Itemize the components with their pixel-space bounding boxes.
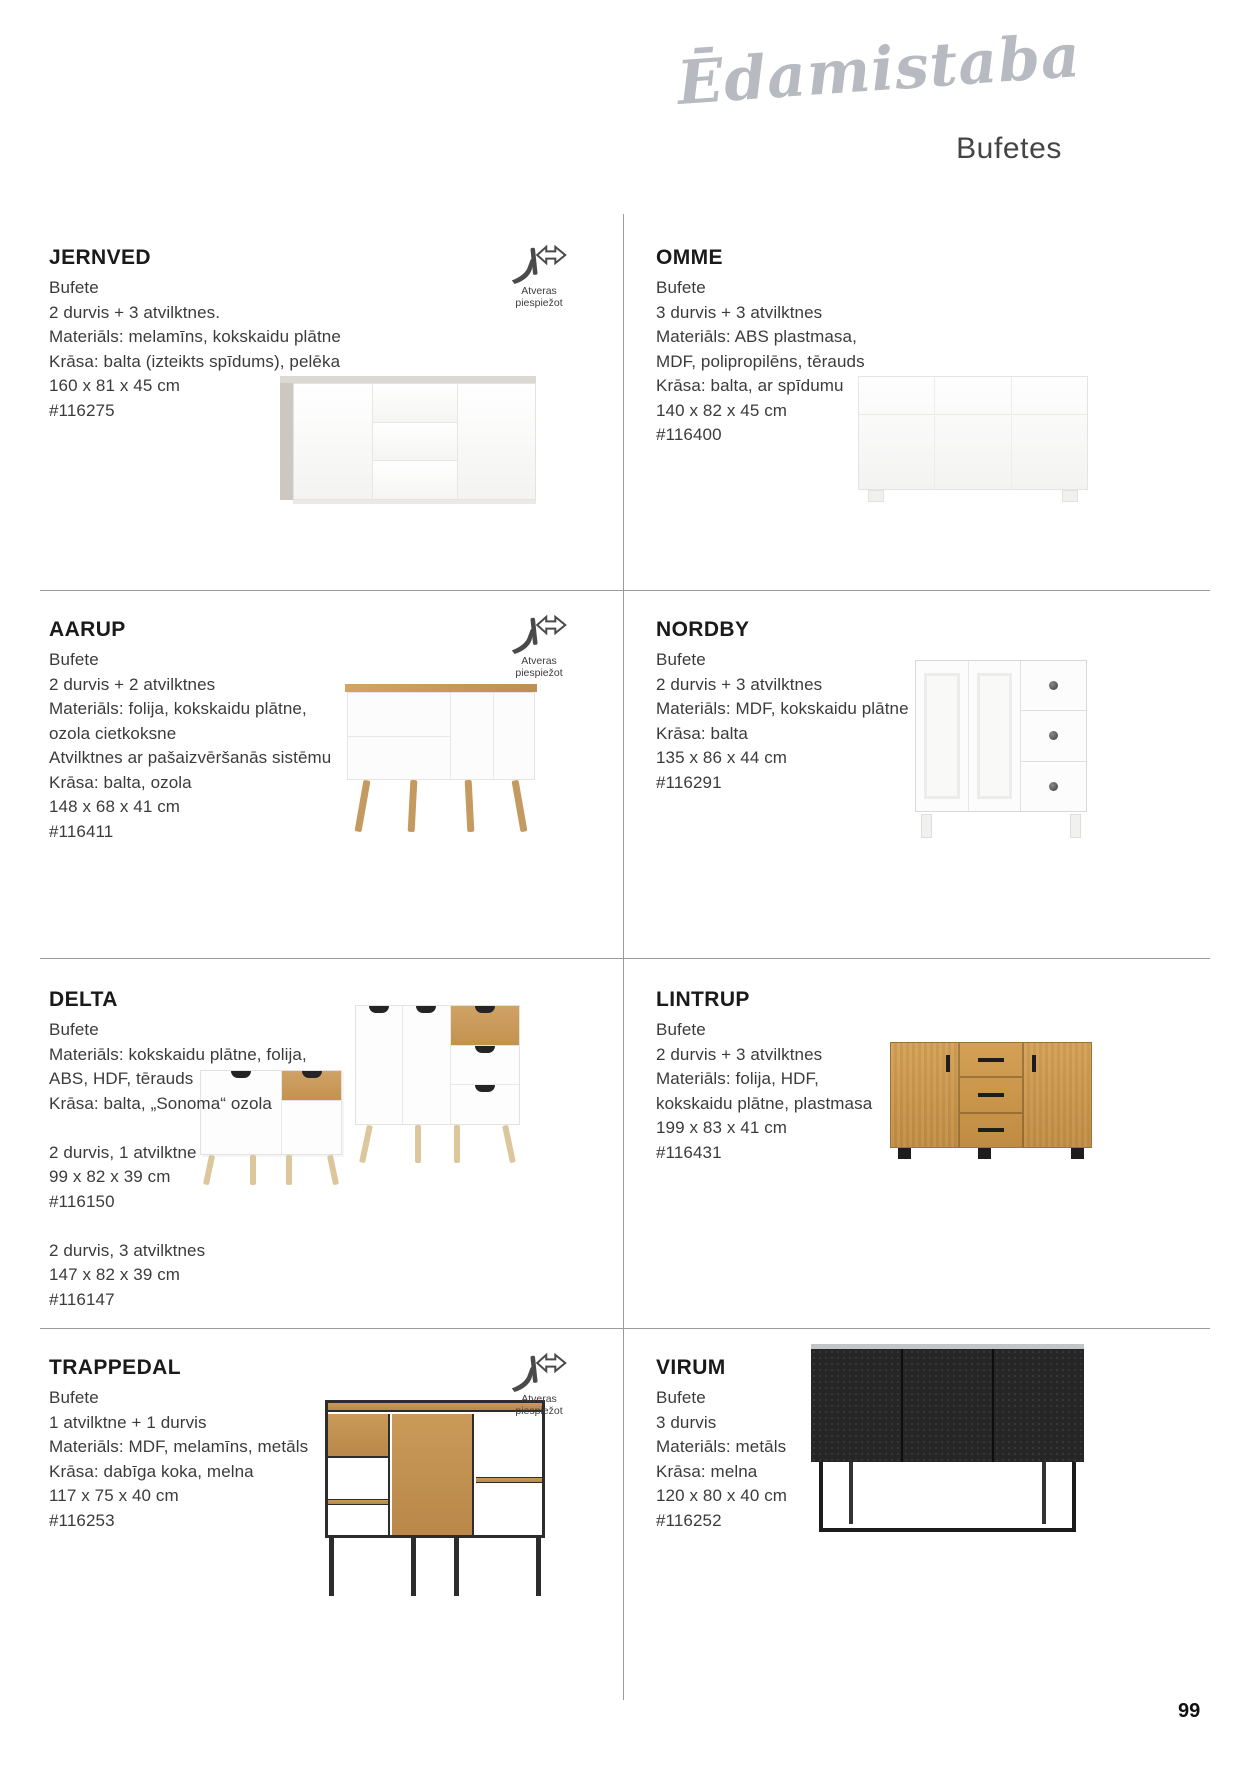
omme-product-image (858, 376, 1088, 502)
trappedal-product-image (325, 1400, 545, 1600)
drawer-handle (978, 1128, 1004, 1132)
drawer-front (328, 1414, 388, 1458)
product-dimensions: 199 x 83 x 41 cm (656, 1118, 788, 1137)
product-material: Materiāls: melamīns, kokskaidu plātne (49, 327, 341, 346)
variant-2-dimensions: 147 x 82 x 39 cm (49, 1265, 181, 1284)
product-article-number: #116431 (656, 1142, 722, 1162)
product-type: Bufete (49, 1020, 99, 1039)
cabinet-leg (502, 1125, 516, 1163)
product-name: NORDBY (656, 618, 750, 641)
product-card-delta (49, 988, 307, 1312)
product-card-lintrup (656, 988, 872, 1165)
delta-large-unit (355, 1005, 520, 1163)
metal-leg (454, 1538, 459, 1596)
product-config: 2 durvis + 3 atvilktnes. (49, 302, 221, 322)
push-open-icon (510, 244, 568, 286)
cabinet-body (355, 1005, 520, 1125)
drawer-front (373, 384, 457, 423)
metal-cabinet-body (811, 1344, 1084, 1462)
cabinet-leg (359, 1125, 373, 1163)
product-article-number: #116275 (49, 400, 115, 420)
cabinet-foot (898, 1148, 911, 1159)
badge-label-line1: Atveras (521, 285, 557, 297)
door-panel (977, 673, 1013, 799)
cabinet-leg (921, 814, 932, 838)
page-number: 99 (1178, 1700, 1201, 1722)
spacer-line (49, 1116, 307, 1141)
cabinet-leg (408, 780, 418, 832)
product-dimensions: 135 x 86 x 44 cm (656, 748, 788, 767)
oak-top (345, 684, 537, 692)
drawer-front (373, 461, 457, 499)
product-dimensions: 120 x 80 x 40 cm (656, 1486, 788, 1505)
cabinet-door (969, 661, 1021, 811)
cabinet-door (403, 1006, 450, 1124)
cabinet-foot (1071, 1148, 1084, 1159)
product-config: 2 durvis + 2 atvilktnes (49, 674, 216, 694)
cabinet-door (356, 1006, 403, 1124)
product-article-number: #116253 (49, 1510, 115, 1530)
drawer-front (960, 1078, 1022, 1113)
shelf-board (476, 1477, 542, 1483)
drawer-front (451, 1085, 519, 1124)
cutout-handle (416, 1006, 436, 1013)
drawer-knob (1049, 782, 1058, 791)
variant-1-config: 2 durvis, 1 atvilktne (49, 1142, 197, 1162)
drawer-knob (1049, 731, 1058, 740)
cabinet-door (1024, 1043, 1091, 1147)
product-article-number: #116291 (656, 772, 722, 792)
nordby-product-image (915, 658, 1087, 838)
section-title: Bufetes (956, 132, 1062, 165)
cabinet-door (458, 384, 536, 499)
cutout-handle (475, 1085, 495, 1092)
product-config: 3 durvis (656, 1412, 717, 1432)
cabinet-door (859, 416, 935, 489)
drawer-stack (451, 1006, 519, 1124)
virum-product-image (805, 1340, 1090, 1540)
cabinet-leg (512, 780, 528, 832)
product-material: Materiāls: MDF, melamīns, metāls (49, 1437, 309, 1456)
drawer-handle (978, 1058, 1004, 1062)
cutout-handle (475, 1006, 495, 1013)
product-material: Materiāls: MDF, kokskaidu plātne (656, 699, 909, 718)
product-name: VIRUM (656, 1356, 726, 1379)
product-material-2: ozola cietkoksne (49, 723, 177, 743)
product-color: Krāsa: balta (izteikts spīdums), pelēka (49, 351, 341, 371)
product-card-virum (656, 1356, 787, 1533)
perforated-door (811, 1349, 903, 1462)
push-open-icon (510, 614, 568, 656)
aarup-product-image (345, 674, 537, 844)
panel-seam (493, 693, 494, 779)
stand-bottom-rail (819, 1528, 1076, 1532)
drawer-stack (372, 384, 458, 499)
cabinet-door (935, 416, 1011, 489)
product-color: Krāsa: balta, „Sonoma“ ozola (49, 1093, 272, 1113)
cabinet-leg (1070, 814, 1081, 838)
product-type: Bufete (49, 1388, 99, 1407)
variant-1-dimensions: 99 x 82 x 39 cm (49, 1167, 171, 1186)
metal-leg (1042, 1462, 1046, 1524)
lintrup-product-image (890, 1042, 1092, 1164)
category-script-title: Ēdamistaba (675, 20, 1083, 120)
product-dimensions: 160 x 81 x 45 cm (49, 376, 181, 395)
product-type: Bufete (49, 278, 99, 297)
door-handle (1032, 1055, 1036, 1072)
cabinet-foot (1062, 490, 1078, 502)
product-type: Bufete (656, 278, 706, 297)
open-shelves (476, 1414, 542, 1535)
door-panel (924, 673, 960, 799)
product-config: 2 durvis + 3 atvilktnes (656, 1044, 823, 1064)
product-type: Bufete (656, 1388, 706, 1407)
cabinet-door (392, 1414, 474, 1535)
door-handle (946, 1055, 950, 1072)
drawer-front (859, 377, 935, 414)
push-open-icon (510, 1352, 568, 1394)
product-dimensions: 117 x 75 x 40 cm (49, 1486, 179, 1505)
push-open-badge-trappedal (498, 1352, 580, 1417)
cutout-handle (369, 1006, 389, 1013)
product-material: Materiāls: metāls (656, 1437, 787, 1456)
product-card-nordby (656, 618, 909, 795)
drawer-stack (960, 1043, 1024, 1147)
cabinet-leg (355, 780, 371, 832)
cabinet-leg (454, 1125, 460, 1163)
metal-leg (849, 1462, 853, 1524)
perforated-door (994, 1349, 1084, 1462)
push-open-badge-aarup (498, 614, 580, 679)
drawer-stack (1021, 661, 1086, 811)
product-color: Krāsa: dabīga koka, melna (49, 1461, 254, 1481)
badge-label-line1: Atveras (521, 1393, 557, 1405)
variant-1-article-number: #116150 (49, 1191, 115, 1211)
product-material: Materiāls: kokskaidu plātne, folija, (49, 1044, 307, 1064)
row-divider (40, 590, 1210, 591)
shelf-board (328, 1499, 388, 1505)
product-card-aarup (49, 618, 331, 844)
door-section (916, 661, 1021, 811)
cabinet-base (293, 500, 536, 504)
product-name: OMME (656, 246, 723, 269)
spacer-line (49, 1214, 307, 1239)
badge-label-line2: piespiežot (515, 296, 563, 309)
row-divider (40, 1328, 1210, 1329)
metal-leg (1072, 1462, 1076, 1532)
cabinet-foot (868, 490, 884, 502)
product-type: Bufete (49, 650, 99, 669)
cabinet-body (347, 692, 535, 780)
cabinet-door (891, 1043, 960, 1147)
drawer-front (960, 1114, 1022, 1147)
cabinet-body (890, 1042, 1092, 1148)
drawer-handle (978, 1093, 1004, 1097)
product-name: JERNVED (49, 246, 151, 269)
drawer-seam (348, 736, 450, 737)
product-material: Materiāls: folija, kokskaidu plātne, (49, 699, 307, 718)
drawer-front (960, 1043, 1022, 1078)
oak-drawer-front (451, 1006, 519, 1046)
cabinet-leg (465, 780, 475, 832)
product-config: 3 durvis + 3 atvilktnes (656, 302, 823, 322)
product-material: Materiāls: ABS plastmasa, (656, 327, 857, 346)
product-type: Bufete (656, 1020, 706, 1039)
product-dimensions: 148 x 68 x 41 cm (49, 797, 181, 816)
product-article-number: #116400 (656, 425, 722, 444)
cabinet-leg (415, 1125, 421, 1163)
product-feature: Atvilktnes ar pašaizvēršanās sistēmu (49, 748, 332, 767)
left-column (328, 1414, 390, 1535)
product-material-2: MDF, polipropilēns, tērauds (656, 351, 865, 371)
badge-label-line2: piespiežot (515, 1404, 563, 1417)
product-material: Materiāls: folija, HDF, (656, 1069, 819, 1088)
cabinet-door (1012, 416, 1087, 489)
product-material-2: ABS, HDF, tērauds (49, 1069, 194, 1088)
product-card-omme (656, 246, 865, 448)
cabinet-body (915, 660, 1087, 812)
drawer-knob (1049, 681, 1058, 690)
drawer-front (451, 1046, 519, 1086)
metal-leg (329, 1538, 334, 1596)
row-divider (40, 958, 1210, 959)
product-name: LINTRUP (656, 988, 750, 1011)
product-article-number: #116252 (656, 1510, 722, 1530)
column-divider (623, 214, 624, 1700)
drawer-front (1012, 377, 1087, 414)
product-article-number: #116411 (49, 821, 114, 841)
product-type: Bufete (656, 650, 706, 669)
drawer-front (935, 377, 1011, 414)
door-row (859, 416, 1087, 489)
badge-label-line1: Atveras (521, 655, 557, 667)
metal-frame-cabinet (325, 1400, 545, 1538)
cabinet-leg (327, 1155, 339, 1186)
drawer-front (1021, 711, 1086, 761)
product-name: DELTA (49, 988, 118, 1011)
drawer-front (373, 423, 457, 462)
cabinet-foot (978, 1148, 991, 1159)
product-config: 2 durvis + 3 atvilktnes (656, 674, 823, 694)
product-card-trappedal (49, 1356, 308, 1533)
product-color: Krāsa: balta, ozola (49, 772, 192, 792)
variant-2-config: 2 durvis, 3 atvilktnes (49, 1240, 206, 1260)
product-name: AARUP (49, 618, 126, 641)
metal-leg (536, 1538, 541, 1596)
product-material-2: kokskaidu plātne, plastmasa (656, 1093, 873, 1113)
panel-seam (450, 693, 451, 779)
perforated-door (903, 1349, 995, 1462)
product-color: Krāsa: balta (656, 723, 748, 743)
cutout-handle (475, 1046, 495, 1053)
product-card-jernved (49, 246, 341, 423)
cabinet-body (858, 376, 1088, 490)
cabinet-door (916, 661, 969, 811)
drawer-row (859, 377, 1087, 415)
metal-leg (411, 1538, 416, 1596)
drawer-front (1021, 762, 1086, 811)
drawer-front (1021, 661, 1086, 711)
variant-2-article-number: #116147 (49, 1289, 115, 1309)
push-open-badge-jernved (498, 244, 580, 309)
product-dimensions: 140 x 82 x 45 cm (656, 400, 788, 420)
product-name: TRAPPEDAL (49, 1356, 181, 1379)
product-color: Krāsa: melna (656, 1461, 758, 1481)
badge-label-line2: piespiežot (515, 666, 563, 679)
product-config: 1 atvilktne + 1 durvis (49, 1412, 207, 1432)
metal-leg (819, 1462, 823, 1532)
product-color: Krāsa: balta, ar spīdumu (656, 376, 844, 395)
